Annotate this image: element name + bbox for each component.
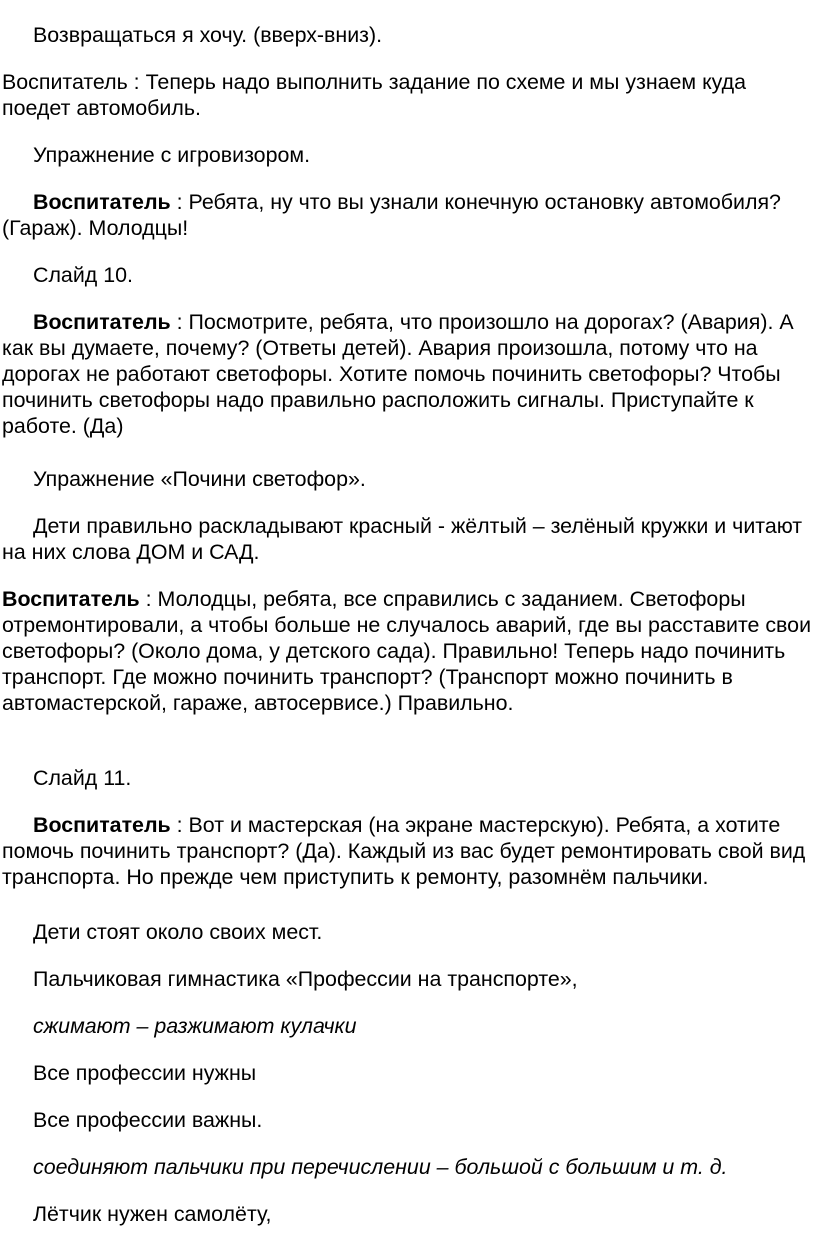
speaker-label: Воспитатель	[33, 310, 171, 334]
paragraph-7: Упражнение «Почини светофор».	[33, 467, 366, 491]
paragraph-3: Упражнение с игровизором.	[33, 143, 311, 167]
paragraph-8: Дети правильно раскладывают красный - жёлтый – зелёный кружки и читают на них слова ДОМ и САД.	[2, 514, 803, 564]
speaker-label: Воспитатель	[33, 190, 171, 214]
paragraph-5: Слайд 10.	[33, 263, 133, 287]
paragraph-16: Все профессии важны.	[33, 1108, 263, 1132]
paragraph-17: соединяют пальчики при перечислении – большой с большим и т. д.	[33, 1155, 728, 1179]
paragraph-18: Лётчик нужен самолёту,	[33, 1202, 272, 1226]
paragraph-9: Воспитатель : Молодцы, ребята, все справились с заданием. Светофоры отремонтировали, а чтобы больше не случалось аварий, где вы расставите свои светофоры? (Около дома, у детского сада). Правильно! Теперь надо починить транспорт. Где можно починить транспорт? (Транспорт можно починить в автомастерской, гараже, автосервисе.) Правильно.	[2, 587, 812, 715]
paragraph-1: Возвращаться я хочу. (вверх-вниз).	[33, 23, 383, 47]
paragraph-6: Воспитатель : Посмотрите, ребята, что произошло на дорогах? (Авария). А как вы думаете, почему? (Ответы детей). Авария произошла, потому что на дорогах не работают светофоры. Хотите помочь починить светофоры? Чтобы починить светофоры надо правильно расположить сигналы. Приступайте к работе. (Да)	[2, 310, 794, 438]
paragraph-15: Все профессии нужны	[33, 1061, 257, 1085]
paragraph-4: Воспитатель : Ребята, ну что вы узнали конечную остановку автомобиля? (Гараж). Молодцы!	[2, 190, 781, 240]
paragraph-14: сжимают – разжимают кулачки	[33, 1014, 357, 1038]
paragraph-11: Воспитатель : Вот и мастерская (на экране мастерскую). Ребята, а хотите помочь починить транспорт? (Да). Каждый из вас будет ремонтировать свой вид транспорта. Но прежде чем приступить к ремонту, разомнём пальчики.	[2, 813, 806, 889]
paragraph-13: Пальчиковая гимнастика «Профессии на транспорте»,	[33, 967, 578, 991]
paragraph-12: Дети стоят около своих мест.	[33, 920, 323, 944]
paragraph-10: Слайд 11.	[33, 766, 132, 790]
speaker-label: Воспитатель	[2, 587, 140, 611]
speaker-label: Воспитатель	[33, 813, 171, 837]
paragraph-2: Воспитатель : Теперь надо выполнить задание по схеме и мы узнаем куда поедет автомобиль.	[2, 70, 747, 120]
